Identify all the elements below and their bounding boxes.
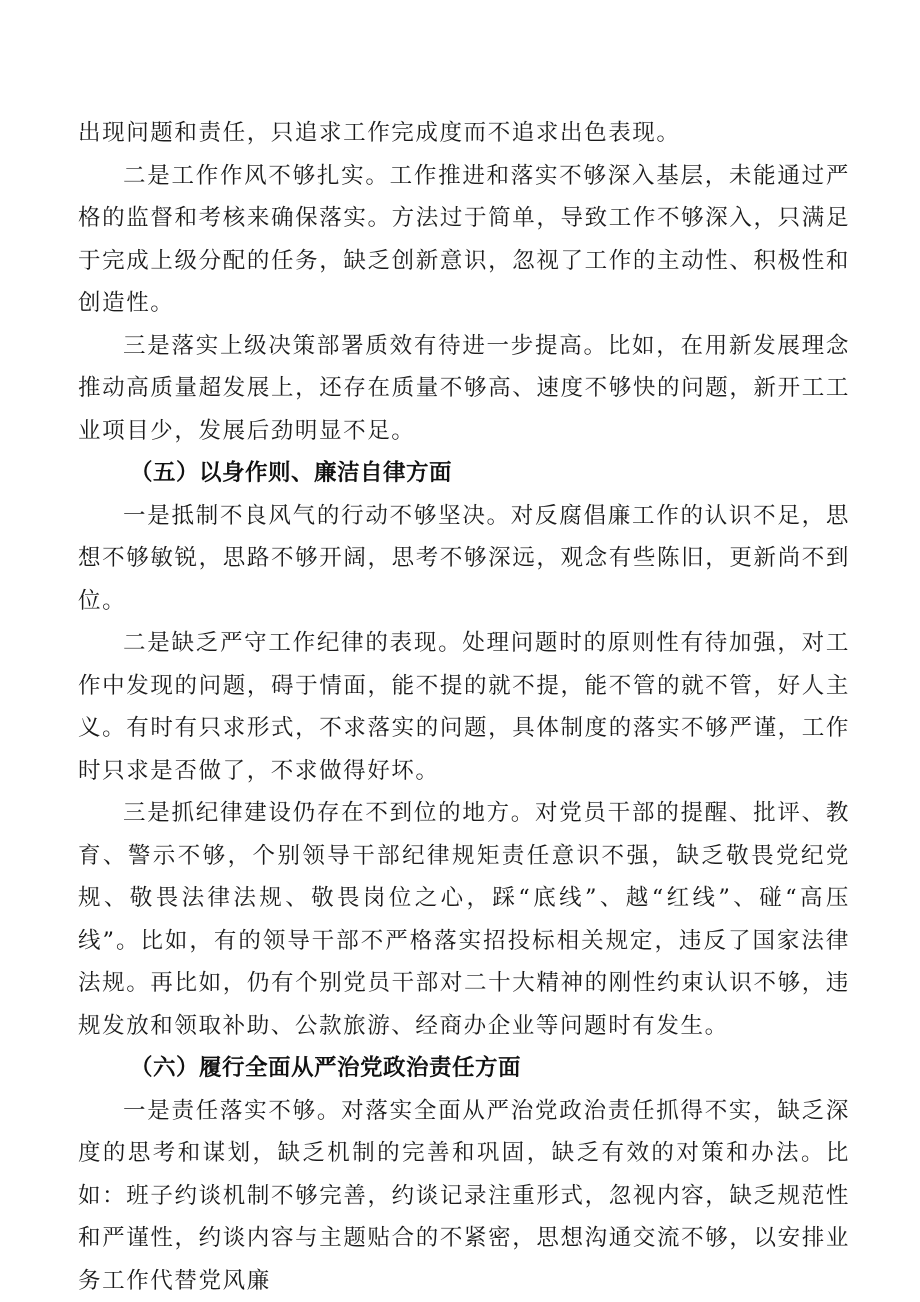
section-heading-six: （六）履行全面从严治党政治责任方面 [78, 1047, 850, 1090]
paragraph-discipline-building: 三是抓纪律建设仍存在不到位的地方。对党员干部的提醒、批评、教育、警示不够，个别领导干部纪律规矩责任意识不强，缺乏敬畏党纪党规、敬畏法律法规、敬畏岗位之心，踩“底线”、越“红线”、碰“高压线”。比如，有的领导干部不严格落实招投标相关规定，违反了国家法律法规。再比如，仍有个别党员干部对二十大精神的刚性约束认识不够，违规发放和领取补助、公款旅游、经商办企业等问题时有发生。 [78, 792, 850, 1047]
paragraph-responsibility: 一是责任落实不够。对落实全面从严治党政治责任抓得不实，缺乏深度的思考和谋划，缺乏机制的完善和巩固，缺乏有效的对策和办法。比如：班子约谈机制不够完善，约谈记录注重形式，忽视内容，缺乏规范性和严谨性，约谈内容与主题贴合的不紧密，思想沟通交流不够，以安排业务工作代替党风廉 [78, 1090, 850, 1302]
paragraph-work-style: 二是工作作风不够扎实。工作推进和落实不够深入基层，未能通过严格的监督和考核来确保落实。方法过于简单，导致工作不够深入，只满足于完成上级分配的任务，缺乏创新意识，忽视了工作的主动性、积极性和创造性。 [78, 155, 850, 325]
paragraph-resist-bad-practices: 一是抵制不良风气的行动不够坚决。对反腐倡廉工作的认识不足，思想不够敏锐，思路不够开阔，思考不够深远，观念有些陈旧，更新尚不到位。 [78, 495, 850, 623]
section-heading-five: （五）以身作则、廉洁自律方面 [78, 452, 850, 495]
paragraph-continuation: 出现问题和责任，只追求工作完成度而不追求出色表现。 [78, 112, 850, 155]
paragraph-implementation: 三是落实上级决策部署质效有待进一步提高。比如，在用新发展理念推动高质量超发展上，还存在质量不够高、速度不够快的问题，新开工工业项目少，发展后劲明显不足。 [78, 325, 850, 453]
paragraph-work-discipline: 二是缺乏严守工作纪律的表现。处理问题时的原则性有待加强，对工作中发现的问题，碍于情面，能不提的就不提，能不管的就不管，好人主义。有时有只求形式，不求落实的问题，具体制度的落实不够严谨，工作时只求是否做了，不求做得好坏。 [78, 622, 850, 792]
document-page [78, 112, 850, 1302]
